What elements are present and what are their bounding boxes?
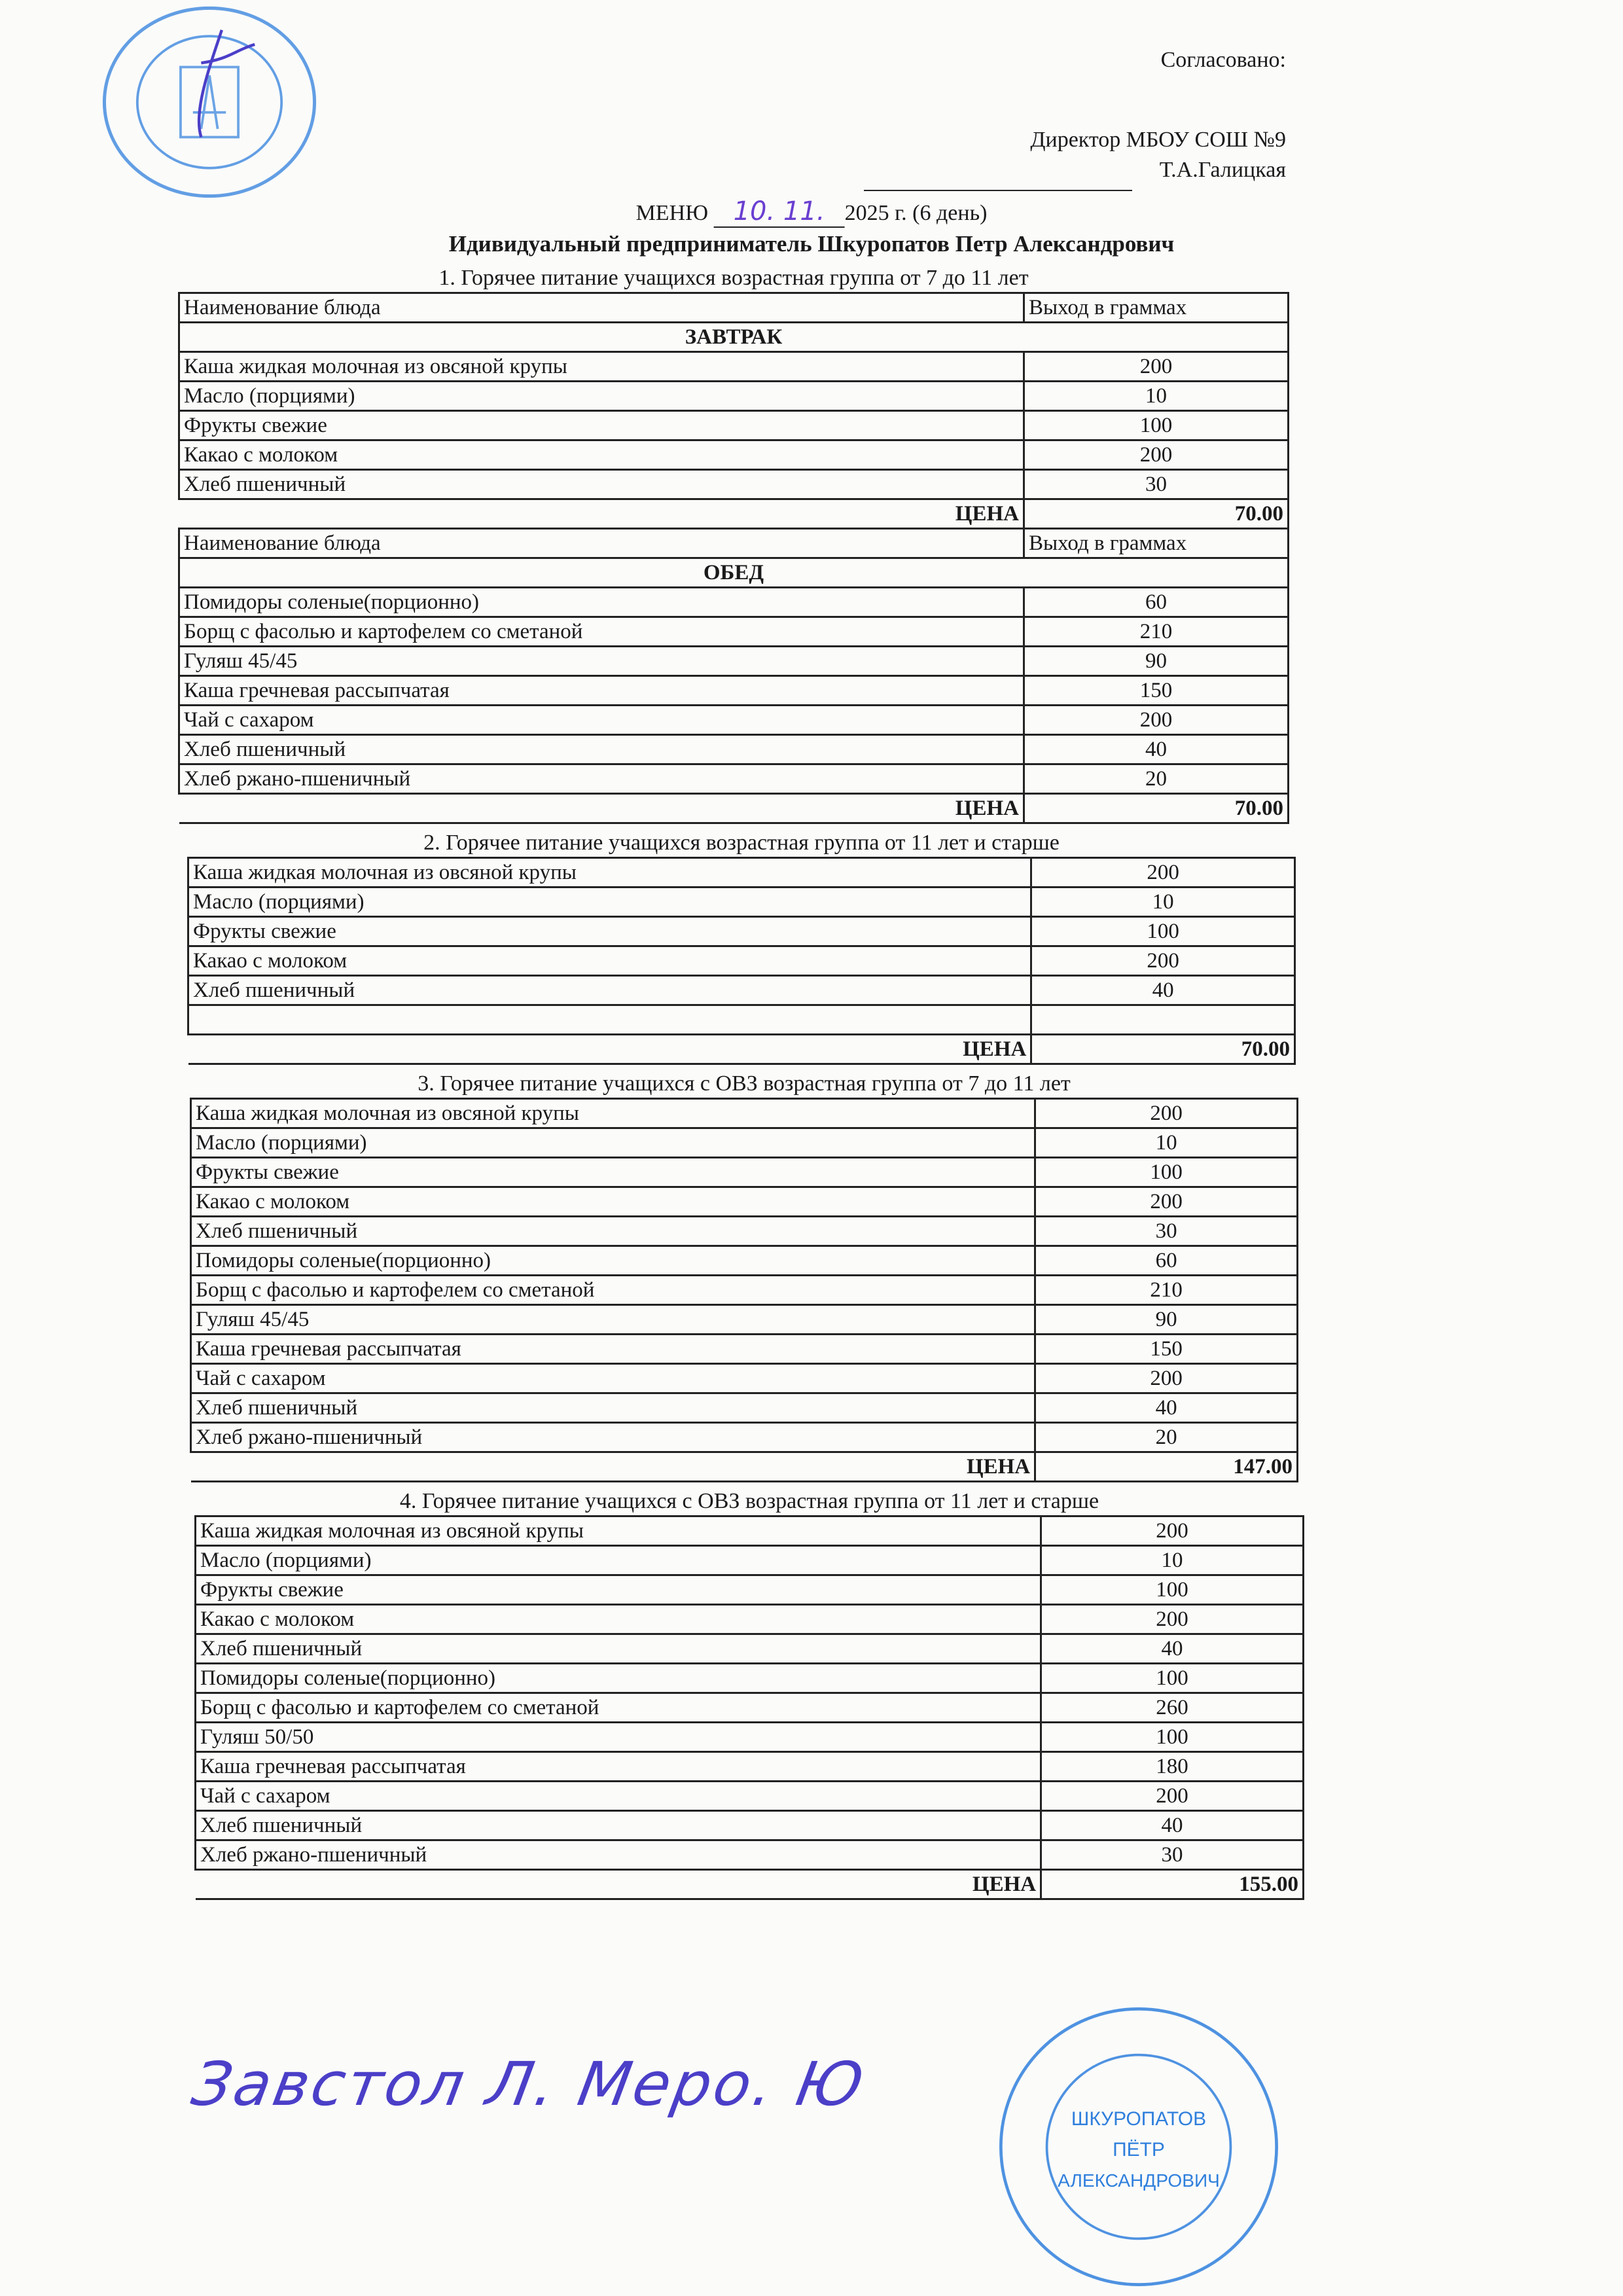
menu-table [178,292,1289,824]
price-value: 70.00 [1031,1035,1295,1064]
table-row [191,1335,1298,1364]
dish-yield: 10 [1035,1128,1298,1158]
dish-name: Масло (порциями) [196,1546,1041,1575]
dish-yield: 20 [1035,1423,1298,1452]
price-label: ЦЕНА [191,1452,1035,1482]
dish-name: Каша жидкая молочная из овсяной крупы [188,858,1031,888]
approval-agreed: Согласовано: [1160,48,1286,72]
dish-name: Какао с молоком [179,440,1024,470]
dish-yield: 210 [1024,617,1288,647]
dish-name: Каша гречневая рассыпчатая [196,1752,1041,1782]
dish-yield: 200 [1024,706,1288,735]
dish-yield: 200 [1035,1187,1298,1217]
price-row [179,794,1289,823]
dish-yield: 60 [1035,1246,1298,1276]
table-row [191,1364,1298,1393]
table-row [179,764,1289,794]
menu-prefix: МЕНЮ [635,201,709,225]
dish-yield: 150 [1024,676,1288,706]
handwritten-signature: Завстол Л. Меро. Ю [187,2049,871,2119]
table-row [196,1634,1304,1664]
table-row [191,1305,1298,1335]
dish-yield: 40 [1035,1393,1298,1423]
dish-yield: 200 [1041,1516,1304,1546]
table-row [191,1187,1298,1217]
provider-stamp-patronymic: АЛЕКСАНДРОВИЧ [1058,2170,1220,2191]
dish-yield: 60 [1024,588,1288,617]
menu-date-handwritten: 10. 11. [714,196,845,228]
provider-stamp-surname: ШКУРОПАТОВ [1071,2108,1207,2130]
dish-yield: 200 [1024,440,1288,470]
table-row [179,588,1289,617]
dish-name: Гуляш 45/45 [179,647,1024,676]
price-row [179,499,1289,529]
section-title: 3. Горячее питание учащихся с ОВЗ возрастная группа от 7 до 11 лет [418,1071,1071,1096]
menu-sections [0,264,1623,1900]
price-value: 70.00 [1024,499,1288,529]
school-stamp [98,5,321,199]
table-row [179,735,1289,764]
menu-table [194,1515,1304,1900]
dish-yield: 100 [1035,1158,1298,1187]
table-row [179,411,1289,440]
section-title: 2. Горячее питание учащихся возрастная группа от 11 лет и старше [423,831,1060,855]
provider-stamp [995,2003,1283,2291]
dish-yield: 90 [1024,647,1288,676]
dish-name: Хлеб ржано-пшеничный [196,1840,1041,1870]
dish-name: Чай с сахаром [196,1782,1041,1811]
dish-yield: 260 [1041,1693,1304,1723]
table-row [196,1752,1304,1782]
dish-name: Хлеб пшеничный [179,470,1024,499]
dish-yield: 200 [1041,1782,1304,1811]
dish-name: Масло (порциями) [188,888,1031,917]
dish-yield [1031,1005,1295,1035]
price-label: ЦЕНА [179,794,1024,823]
menu-table [190,1098,1298,1482]
dish-name: Гуляш 50/50 [196,1723,1041,1752]
dish-yield: 30 [1024,470,1288,499]
dish-name: Какао с молоком [196,1605,1041,1634]
section-title: 4. Горячее питание учащихся с ОВЗ возрастная группа от 11 лет и старше [399,1489,1099,1513]
table-row [196,1693,1304,1723]
table-row [191,1276,1298,1305]
table-row [179,382,1289,411]
menu-section [187,829,1296,1065]
price-value: 147.00 [1035,1452,1298,1482]
table-row [196,1516,1304,1546]
table-row [196,1840,1304,1870]
approval-name: Т.А.Галицкая [1159,158,1286,182]
provider-name: Идивидуальный предприниматель Шкуропатов Петр Александрович [448,231,1175,257]
dish-name: Каша гречневая рассыпчатая [179,676,1024,706]
price-row [188,1035,1295,1064]
dish-name: Хлеб ржано-пшеничный [191,1423,1035,1452]
dish-name: Каша жидкая молочная из овсяной крупы [196,1516,1041,1546]
dish-name: Хлеб ржано-пшеничный [179,764,1024,794]
dish-yield: 30 [1041,1840,1304,1870]
dish-yield: 10 [1024,382,1288,411]
table-row [191,1217,1298,1246]
dish-yield: 10 [1031,888,1295,917]
dish-name: Масло (порциями) [179,382,1024,411]
dish-yield: 30 [1035,1217,1298,1246]
table-row [196,1664,1304,1693]
dish-name: Фрукты свежие [179,411,1024,440]
table-row [191,1246,1298,1276]
dish-yield: 200 [1024,352,1288,382]
table-row [179,440,1289,470]
column-header-yield: Выход в граммах [1024,529,1288,558]
dish-name: Фрукты свежие [191,1158,1035,1187]
meal-heading: ОБЕД [179,558,1289,588]
dish-name: Борщ с фасолью и картофелем со сметаной [196,1693,1041,1723]
dish-yield: 210 [1035,1276,1298,1305]
section-title: 1. Горячее питание учащихся возрастная группа от 7 до 11 лет [438,266,1029,290]
dish-yield: 200 [1041,1605,1304,1634]
menu-table [187,857,1296,1065]
table-row [196,1575,1304,1605]
price-row [191,1452,1298,1482]
price-row [196,1870,1304,1899]
menu-suffix: 2025 г. (6 день) [844,201,988,225]
table-row [196,1723,1304,1752]
dish-yield: 40 [1024,735,1288,764]
dish-name: Каша жидкая молочная из овсяной крупы [191,1099,1035,1128]
dish-yield: 150 [1035,1335,1298,1364]
dish-name: Хлеб пшеничный [179,735,1024,764]
table-row [188,858,1295,888]
dish-yield: 180 [1041,1752,1304,1782]
table-row [196,1605,1304,1634]
meal-heading-row [179,323,1289,352]
dish-name: Фрукты свежие [196,1575,1041,1605]
dish-name: Каша жидкая молочная из овсяной крупы [179,352,1024,382]
dish-name: Хлеб пшеничный [191,1393,1035,1423]
dish-name: Гуляш 45/45 [191,1305,1035,1335]
dish-yield: 200 [1035,1099,1298,1128]
table-row [191,1393,1298,1423]
table-row [196,1546,1304,1575]
price-label: ЦЕНА [179,499,1024,529]
dish-yield: 100 [1031,917,1295,946]
column-header-dish: Наименование блюда [179,529,1024,558]
dish-yield: 10 [1041,1546,1304,1575]
dish-name: Хлеб пшеничный [196,1811,1041,1840]
table-row [179,470,1289,499]
table-row [179,352,1289,382]
column-header-dish: Наименование блюда [179,293,1024,323]
dish-yield: 100 [1041,1664,1304,1693]
table-row [188,976,1295,1005]
table-row [179,706,1289,735]
approval-position: Директор МБОУ СОШ №9 [1030,128,1286,152]
dish-name: Помидоры соленые(порционно) [179,588,1024,617]
dish-yield: 200 [1031,946,1295,976]
dish-name: Каша гречневая рассыпчатая [191,1335,1035,1364]
dish-yield: 40 [1041,1634,1304,1664]
table-row [196,1811,1304,1840]
provider-stamp-firstname: ПЁТР [1113,2139,1165,2161]
table-row [196,1782,1304,1811]
price-label: ЦЕНА [188,1035,1031,1064]
meal-heading-row [179,558,1289,588]
table-row [188,917,1295,946]
table-row [179,676,1289,706]
dish-yield: 200 [1031,858,1295,888]
dish-name: Помидоры соленые(порционно) [191,1246,1035,1276]
meal-heading: ЗАВТРАК [179,323,1289,352]
dish-name: Масло (порциями) [191,1128,1035,1158]
table-header-row [179,529,1289,558]
price-value: 155.00 [1041,1870,1304,1899]
dish-name: Борщ с фасолью и картофелем со сметаной [191,1276,1035,1305]
table-row [179,647,1289,676]
dish-name: Чай с сахаром [191,1364,1035,1393]
table-row [191,1099,1298,1128]
price-value: 70.00 [1024,794,1288,823]
dish-name: Фрукты свежие [188,917,1031,946]
menu-section [194,1488,1304,1900]
dish-yield: 20 [1024,764,1288,794]
table-header-row [179,293,1289,323]
dish-yield: 40 [1031,976,1295,1005]
dish-yield: 100 [1024,411,1288,440]
table-row [191,1128,1298,1158]
dish-name: Какао с молоком [191,1187,1035,1217]
dish-yield: 100 [1041,1575,1304,1605]
price-label: ЦЕНА [196,1870,1041,1899]
dish-name: Борщ с фасолью и картофелем со сметаной [179,617,1024,647]
dish-name: Хлеб пшеничный [196,1634,1041,1664]
column-header-yield: Выход в граммах [1024,293,1288,323]
table-row [188,946,1295,976]
table-row [188,1005,1295,1035]
table-row [179,617,1289,647]
dish-name: Помидоры соленые(порционно) [196,1664,1041,1693]
menu-title [636,196,988,229]
dish-yield: 40 [1041,1811,1304,1840]
table-row [191,1158,1298,1187]
dish-yield: 100 [1041,1723,1304,1752]
dish-name: Хлеб пшеничный [188,976,1031,1005]
table-row [191,1423,1298,1452]
dish-name: Хлеб пшеничный [191,1217,1035,1246]
menu-section [178,264,1289,824]
dish-name: Какао с молоком [188,946,1031,976]
dish-name: Чай с сахаром [179,706,1024,735]
dish-yield: 200 [1035,1364,1298,1393]
signature-line [864,190,1132,191]
menu-section [190,1070,1298,1482]
dish-yield: 90 [1035,1305,1298,1335]
dish-name [188,1005,1031,1035]
table-row [188,888,1295,917]
